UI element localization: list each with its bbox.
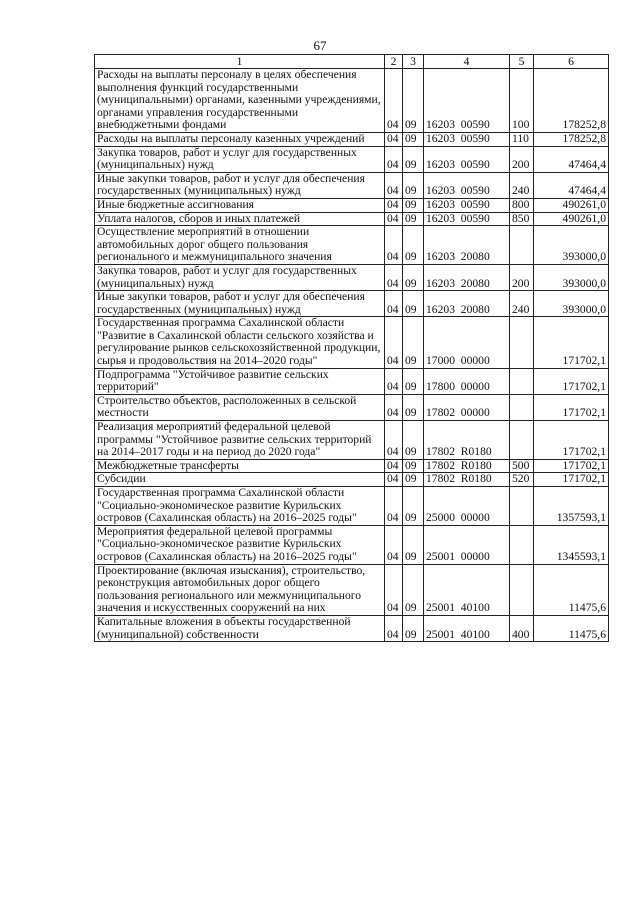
row-name: Межбюджетные трансферты	[95, 459, 385, 473]
table-row	[95, 473, 609, 487]
row-article: 25000 00000	[424, 487, 510, 526]
row-article: 25001 00000	[424, 525, 510, 564]
table-row	[95, 198, 609, 212]
row-type: 100	[510, 69, 534, 133]
row-name: Капитальные вложения в объекты государственной (муниципальной) собственности	[95, 615, 385, 641]
row-section: 04	[385, 291, 403, 317]
row-name: Реализация мероприятий федеральной целевой программы "Устойчивое развитие сельских территорий на 2014–2017 годы и на период до 2020 года"	[95, 421, 385, 460]
row-name: Закупка товаров, работ и услуг для государственных (муниципальных) нужд	[95, 264, 385, 290]
row-subsection: 09	[403, 146, 424, 172]
row-article: 16203 20080	[424, 291, 510, 317]
table-row	[95, 394, 609, 420]
row-subsection: 09	[403, 487, 424, 526]
row-article: 16203 20080	[424, 264, 510, 290]
row-article: 16203 00590	[424, 132, 510, 146]
table-row	[95, 615, 609, 641]
row-section: 04	[385, 368, 403, 394]
row-subsection: 09	[403, 473, 424, 487]
table-row	[95, 564, 609, 615]
row-article: 17802 00000	[424, 394, 510, 420]
row-type	[510, 564, 534, 615]
row-subsection: 09	[403, 69, 424, 133]
table-row	[95, 487, 609, 526]
header-cell-section: 2	[385, 55, 403, 69]
row-amount: 393000,0	[534, 291, 609, 317]
row-type: 200	[510, 264, 534, 290]
row-section: 04	[385, 317, 403, 368]
table-row	[95, 291, 609, 317]
row-amount: 1357593,1	[534, 487, 609, 526]
row-type: 500	[510, 459, 534, 473]
row-section: 04	[385, 226, 403, 265]
row-name: Осуществление мероприятий в отношении автомобильных дорог общего пользования регионального и межмуниципального значения	[95, 226, 385, 265]
row-amount: 490261,0	[534, 198, 609, 212]
table-row	[95, 459, 609, 473]
header-cell-type: 5	[510, 55, 534, 69]
row-article: 16203 00590	[424, 212, 510, 226]
row-subsection: 09	[403, 291, 424, 317]
row-name: Подпрограмма "Устойчивое развитие сельских территорий"	[95, 368, 385, 394]
row-amount: 47464,4	[534, 146, 609, 172]
page-number: 67	[313, 38, 327, 53]
row-name: Мероприятия федеральной целевой программы "Социально-экономическое развитие Курильских островов (Сахалинская область) на 2016–2025 годы"	[95, 525, 385, 564]
header-cell-amount: 6	[534, 55, 609, 69]
table-header-row	[95, 55, 609, 69]
row-article: 16203 00590	[424, 69, 510, 133]
row-section: 04	[385, 564, 403, 615]
table-row	[95, 421, 609, 460]
row-subsection: 09	[403, 421, 424, 460]
row-article: 25001 40100	[424, 564, 510, 615]
row-amount: 171702,1	[534, 394, 609, 420]
row-article: 25001 40100	[424, 615, 510, 641]
row-subsection: 09	[403, 172, 424, 198]
row-type: 400	[510, 615, 534, 641]
row-amount: 171702,1	[534, 317, 609, 368]
row-name: Расходы на выплаты персоналу в целях обеспечения выполнения функций государственными (муниципальными) органами, казенными учреждениями, органами управления государственными внебюджетными фондами	[95, 69, 385, 133]
row-name: Субсидии	[95, 473, 385, 487]
row-section: 04	[385, 132, 403, 146]
row-amount: 393000,0	[534, 226, 609, 265]
row-amount: 171702,1	[534, 459, 609, 473]
row-article: 16203 20080	[424, 226, 510, 265]
row-section: 04	[385, 394, 403, 420]
row-section: 04	[385, 212, 403, 226]
table-row	[95, 226, 609, 265]
header-cell-name: 1	[95, 55, 385, 69]
row-subsection: 09	[403, 317, 424, 368]
row-amount: 178252,8	[534, 69, 609, 133]
row-type	[510, 226, 534, 265]
row-amount: 171702,1	[534, 368, 609, 394]
row-article: 16203 00590	[424, 172, 510, 198]
row-amount: 1345593,1	[534, 525, 609, 564]
row-subsection: 09	[403, 198, 424, 212]
row-subsection: 09	[403, 212, 424, 226]
budget-table	[94, 54, 609, 642]
row-name: Государственная программа Сахалинской области "Социально-экономическое развитие Курильских островов (Сахалинская область) на 2016–2025 годы"	[95, 487, 385, 526]
row-amount: 11475,6	[534, 564, 609, 615]
row-subsection: 09	[403, 525, 424, 564]
row-type	[510, 317, 534, 368]
row-type	[510, 368, 534, 394]
row-subsection: 09	[403, 615, 424, 641]
row-type: 850	[510, 212, 534, 226]
row-type: 520	[510, 473, 534, 487]
row-amount: 178252,8	[534, 132, 609, 146]
row-type: 240	[510, 291, 534, 317]
row-section: 04	[385, 264, 403, 290]
table-row	[95, 69, 609, 133]
row-type: 800	[510, 198, 534, 212]
row-subsection: 09	[403, 264, 424, 290]
row-section: 04	[385, 473, 403, 487]
row-name: Расходы на выплаты персоналу казенных учреждений	[95, 132, 385, 146]
row-article: 17802 R0180	[424, 459, 510, 473]
row-type	[510, 525, 534, 564]
row-section: 04	[385, 146, 403, 172]
header-cell-article: 4	[424, 55, 510, 69]
row-amount: 393000,0	[534, 264, 609, 290]
row-section: 04	[385, 459, 403, 473]
row-subsection: 09	[403, 226, 424, 265]
table-row	[95, 146, 609, 172]
row-amount: 171702,1	[534, 421, 609, 460]
row-name: Иные закупки товаров, работ и услуг для обеспечения государственных (муниципальных) нужд	[95, 291, 385, 317]
row-name: Строительство объектов, расположенных в сельской местности	[95, 394, 385, 420]
row-article: 16203 00590	[424, 146, 510, 172]
row-article: 17802 R0180	[424, 473, 510, 487]
row-type	[510, 394, 534, 420]
row-name: Закупка товаров, работ и услуг для государственных (муниципальных) нужд	[95, 146, 385, 172]
table-row	[95, 264, 609, 290]
row-name: Государственная программа Сахалинской области "Развитие в Сахалинской области сельского хозяйства и регулирование рынков сельскохозяйственной продукции, сырья и продовольствия на 2014–2020 годы"	[95, 317, 385, 368]
header-cell-subsection: 3	[403, 55, 424, 69]
table-row	[95, 212, 609, 226]
row-amount: 171702,1	[534, 473, 609, 487]
row-name: Проектирование (включая изыскания), строительство, реконструкция автомобильных дорог общего пользования регионального или межмуниципального значения и искусственных сооружений на них	[95, 564, 385, 615]
row-subsection: 09	[403, 564, 424, 615]
row-article: 16203 00590	[424, 198, 510, 212]
row-section: 04	[385, 198, 403, 212]
row-type	[510, 421, 534, 460]
row-section: 04	[385, 69, 403, 133]
row-section: 04	[385, 487, 403, 526]
row-type	[510, 487, 534, 526]
row-section: 04	[385, 615, 403, 641]
row-article: 17802 R0180	[424, 421, 510, 460]
row-subsection: 09	[403, 459, 424, 473]
row-type: 200	[510, 146, 534, 172]
row-subsection: 09	[403, 394, 424, 420]
row-type: 110	[510, 132, 534, 146]
row-subsection: 09	[403, 132, 424, 146]
table-row	[95, 525, 609, 564]
table-row	[95, 132, 609, 146]
row-article: 17000 00000	[424, 317, 510, 368]
row-section: 04	[385, 172, 403, 198]
row-amount: 490261,0	[534, 212, 609, 226]
row-amount: 11475,6	[534, 615, 609, 641]
row-name: Иные бюджетные ассигнования	[95, 198, 385, 212]
row-subsection: 09	[403, 368, 424, 394]
row-section: 04	[385, 421, 403, 460]
table-row	[95, 317, 609, 368]
table-row	[95, 172, 609, 198]
row-type: 240	[510, 172, 534, 198]
row-amount: 47464,4	[534, 172, 609, 198]
row-name: Иные закупки товаров, работ и услуг для обеспечения государственных (муниципальных) нужд	[95, 172, 385, 198]
table-row	[95, 368, 609, 394]
row-article: 17800 00000	[424, 368, 510, 394]
row-name: Уплата налогов, сборов и иных платежей	[95, 212, 385, 226]
row-section: 04	[385, 525, 403, 564]
